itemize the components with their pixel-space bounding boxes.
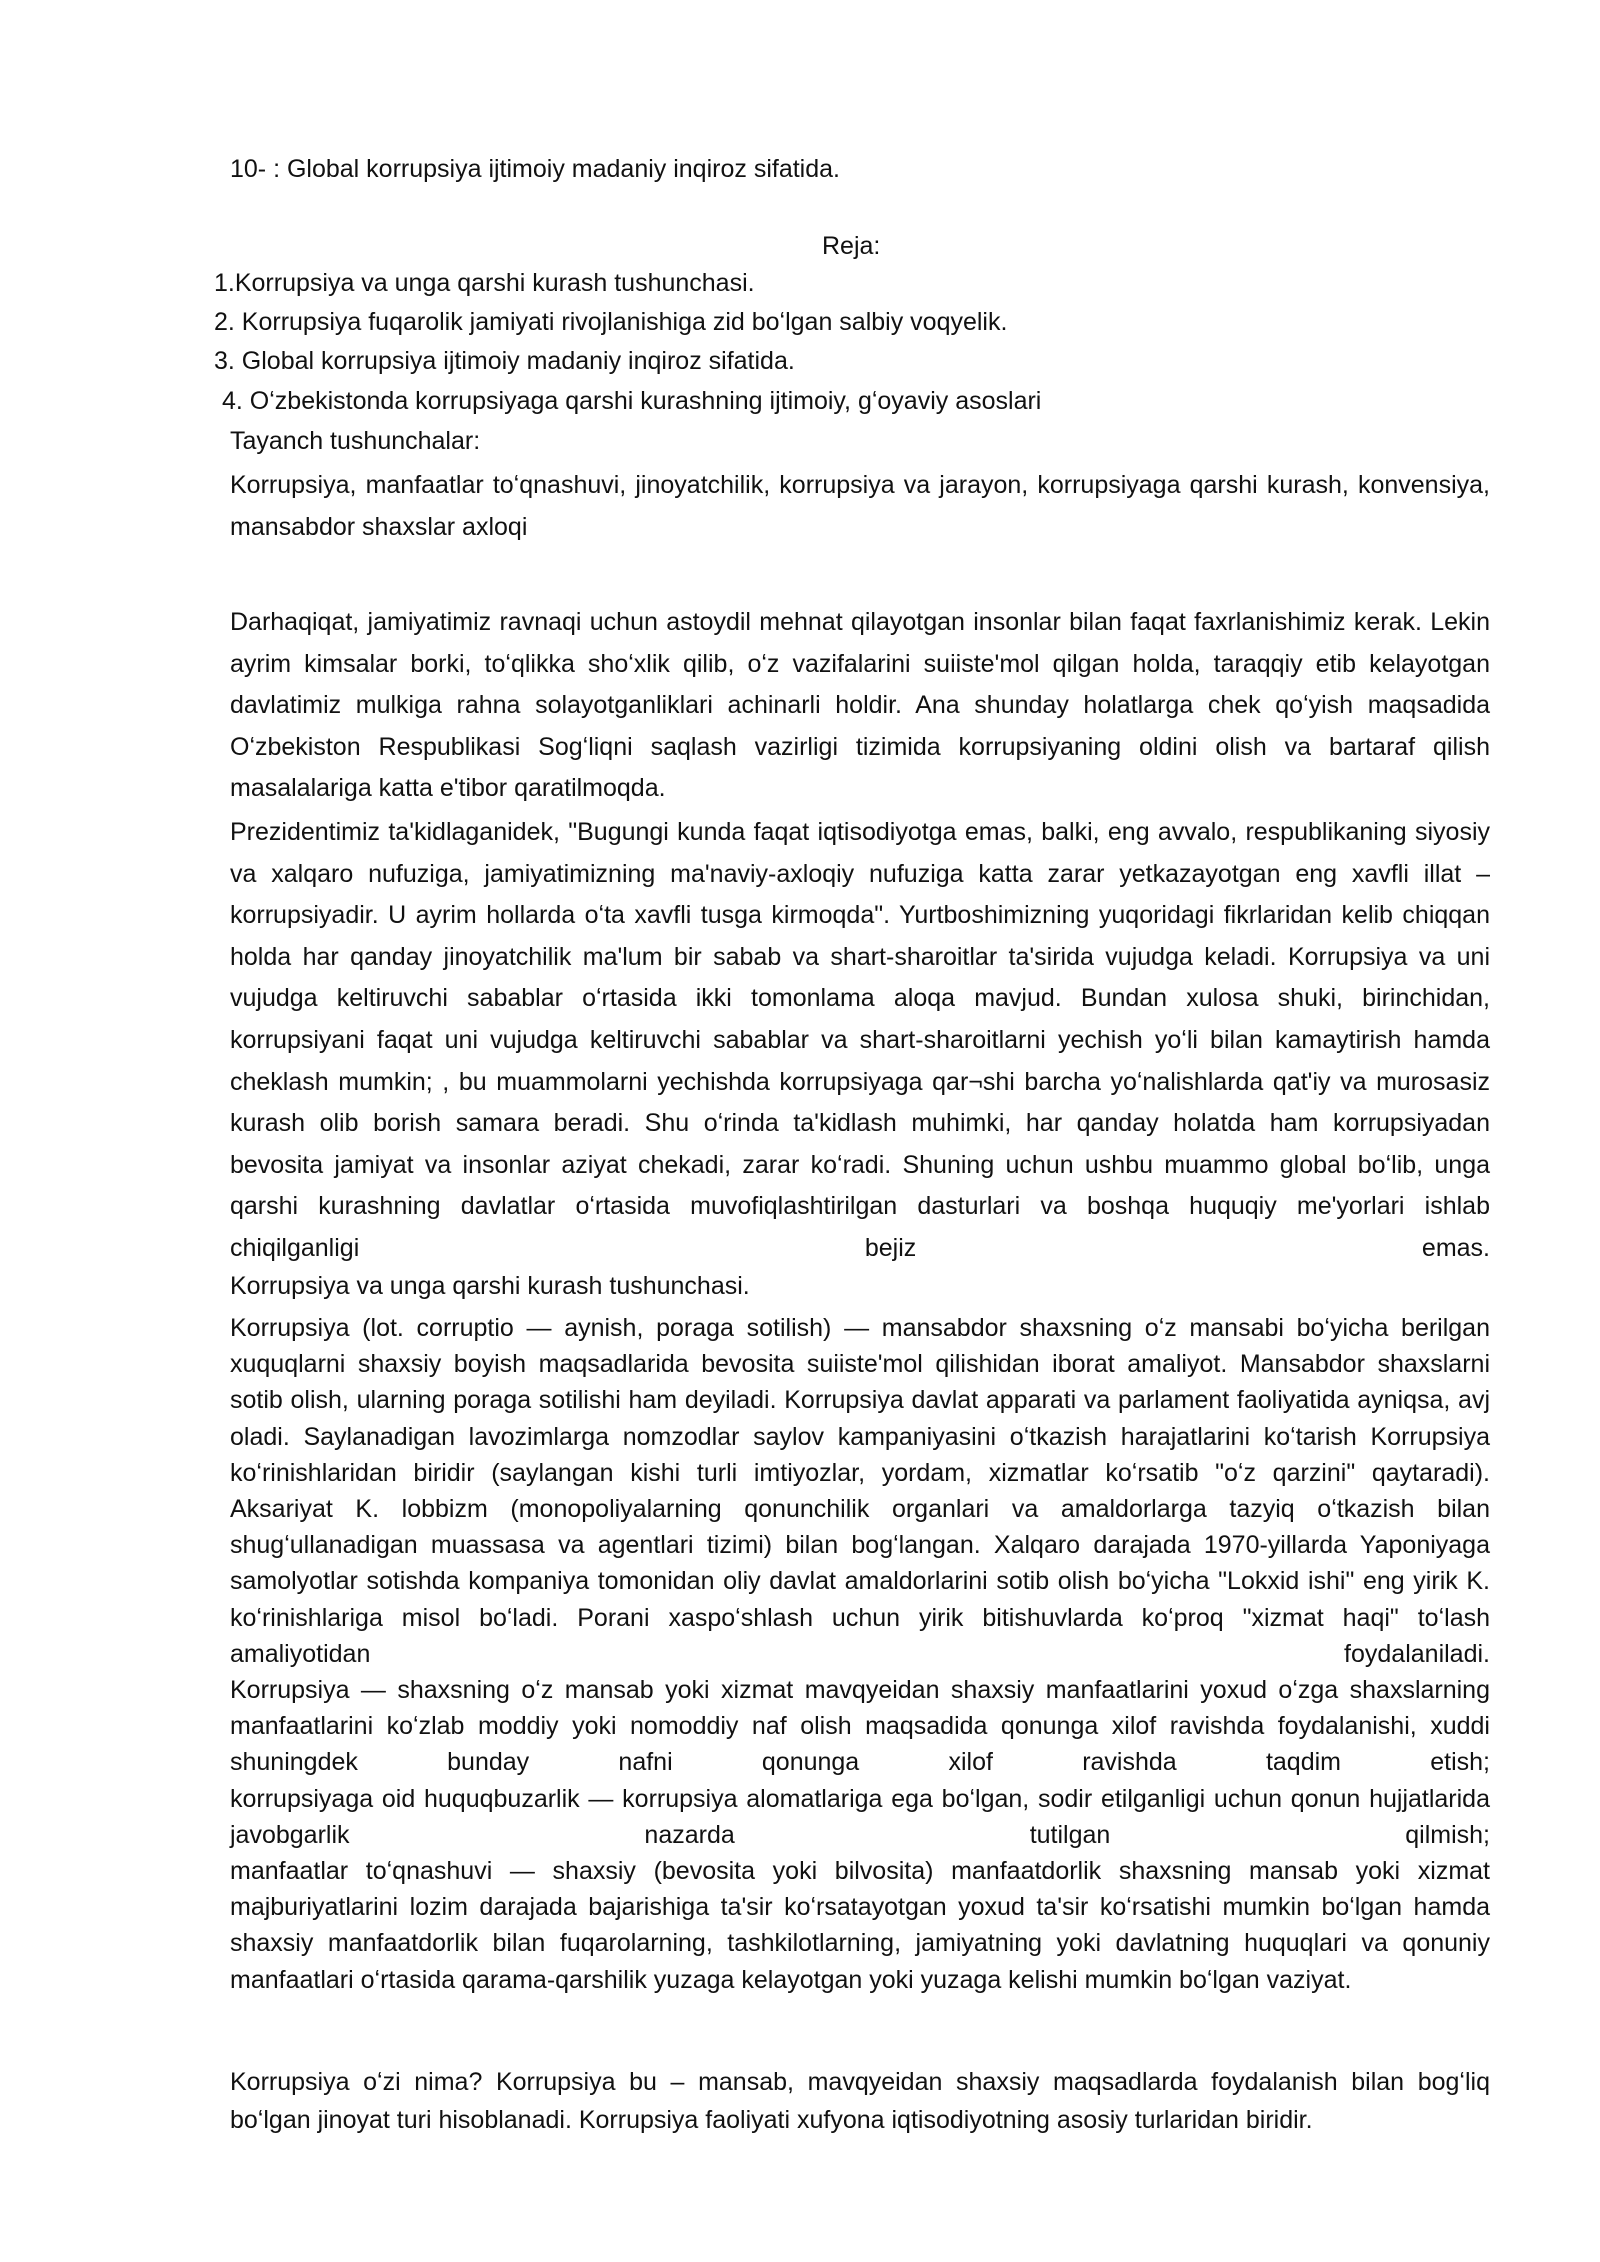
definition-paragraph: Korrupsiya — shaxsning oʻz mansab yoki xizmat mavqyeidan shaxsiy manfaatlarini yoxud oʻzga shaxslarning manfaatlarini koʻzlab moddiy yoki nomoddiy naf olish maqsadida qonunga xilof ravishda foydalanishi, xuddi shuningdek bunday nafni qonunga xilof ravishda taqdim etish;	[230, 1676, 1490, 1777]
what-is-paragraph: Korrupsiya oʻzi nima? Korrupsiya bu – mansab, mavqyeidan shaxsiy maqsadlarda foydalanish bilan bogʻliq boʻlgan jinoyat turi hisoblanadi. Korrupsiya faoliyati xufyona iqtisodiyotning asosiy turlaridan biridir.	[230, 2068, 1490, 2134]
key-terms-heading: Tayanch tushunchalar:	[230, 427, 481, 455]
plan-item: 4. Oʻzbekistonda korrupsiyaga qarshi kurashning ijtimoiy, gʻoyaviy asoslari	[222, 387, 1042, 415]
president-quote-paragraph: Prezidentimiz ta'kidlaganidek, "Bugungi kunda faqat iqtisodiyotga emas, balki, eng avvalo, respublikaning siyosiy va xalqaro nufuziga, jamiyatimizning ma'naviy-axloqiy nufuziga katta zarar yetkazayotgan eng xavfli illat – korrupsiyadir. U ayrim hollarda oʻta xavfli tusga kirmoqda". Yurtboshimizning yuqoridagi fikrlaridan kelib chiqqan holda har qanday jinoyatchilik ma'lum bir sabab va shart-sharoitlar ta'sirida vujudga keladi. Korrupsiya va uni vujudga keltiruvchi sabablar oʻrtasida ikki tomonlama aloqa mavjud. Bundan xulosa shuki, birinchidan, korrupsiyani faqat uni vujudga keltiruvchi sabablar va shart-sharoitlarni yechish yoʻli bilan kamaytirish hamda cheklash mumkin; , bu muammolarni yechishda korrupsiyaga qar¬shi barcha yoʻnalishlarda qat'iy va murosasiz kurash olib borish samara beradi. Shu oʻrinda ta'kidlash muhimki, har qanday holatda ham korrupsiyadan bevosita jamiyat va insonlar aziyat chekadi, zarar koʻradi. Shuning uchun ushbu muammo global boʻlib, unga qarshi kurashning davlatlar oʻrtasida muvofiqlashtirilgan dasturlari va boshqa huquqiy me'yorlari ishlab chiqilganligi bejiz emas.	[230, 818, 1490, 1262]
section-title: Korrupsiya va unga qarshi kurash tushunchasi.	[230, 1272, 750, 1300]
definition-block	[230, 1310, 1490, 1998]
document-title: 10- : Global korrupsiya ijtimoiy madaniy inqiroz sifatida.	[230, 155, 840, 183]
key-terms-text: Korrupsiya, manfaatlar toʻqnashuvi, jinoyatchilik, korrupsiya va jarayon, korrupsiyaga qarshi kurash, konvensiya, mansabdor shaxslar axloqi	[230, 471, 1490, 541]
intro-paragraph: Darhaqiqat, jamiyatimiz ravnaqi uchun astoydil mehnat qilayotgan insonlar bilan faqat faxrlanishimiz kerak. Lekin ayrim kimsalar borki, toʻqlikka shoʻxlik qilib, oʻz vazifalarini suiiste'mol qilgan holda, taraqqiy etib kelayotgan davlatimiz mulkiga rahna solayotganliklari achinarli holdir. Ana shunday holatlarga chek qoʻyish maqsadida Oʻzbekiston Respublikasi Sogʻliqni saqlash vazirligi tizimida korrupsiyaning oldini olish va bartaraf qilish masalalariga katta e'tibor qaratilmoqda.	[230, 608, 1490, 803]
definition-paragraph: Korrupsiya (lot. corruptio — aynish, poraga sotilish) — mansabdor shaxsning oʻz mansabi boʻyicha berilgan xuquqlarni shaxsiy boyish maqsadlarida bevosita suiiste'mol qilishidan iborat amaliyot. Mansabdor shaxslarni sotib olish, ularning poraga sotilishi ham deyiladi. Korrupsiya davlat apparati va parlament faoliyatida ayniqsa, avj oladi. Saylanadigan lavozimlarga nomzodlar saylov kampaniyasini oʻtkazish harajatlarini koʻtarish Korrupsiya koʻrinishlaridan biridir (saylangan kishi turli imtiyozlar, yordam, xizmatlar koʻrsatib "oʻz qarzini" qaytaradi). Aksariyat K. lobbizm (monopoliyalarning qonunchilik organlari va amaldorlarga tazyiq oʻtkazish bilan shugʻullanadigan muassasa va agentlari tizimi) bilan bogʻlangan. Xalqaro darajada 1970-yillarda Yaponiyaga samolyotlar sotishda kompaniya tomonidan oliy davlat amaldorlarini sotib olish boʻyicha "Lokxid ishi" eng yirik K. koʻrinishlariga misol boʻladi. Porani xaspoʻshlash uchun yirik bitishuvlarda koʻproq "xizmat haqi" toʻlash amaliyotidan foydalaniladi.	[230, 1314, 1490, 1668]
plan-heading: Reja:	[822, 232, 881, 260]
definition-paragraph: korrupsiyaga oid huquqbuzarlik — korrupsiya alomatlariga ega boʻlgan, sodir etilganligi uchun qonun hujjatlarida javobgarlik nazarda tutilgan qilmish;	[230, 1784, 1490, 1849]
plan-item: 3. Global korrupsiya ijtimoiy madaniy inqiroz sifatida.	[214, 347, 795, 375]
plan-item: 2. Korrupsiya fuqarolik jamiyati rivojlanishiga zid boʻlgan salbiy voqyelik.	[214, 308, 1008, 336]
definition-paragraph: manfaatlar toʻqnashuvi — shaxsiy (bevosita yoki bilvosita) manfaatdorlik shaxsning mansab yoki xizmat majburiyatlarini lozim darajada bajarishiga ta'sir koʻrsatayotgan yoxud ta'sir koʻrsatishi mumkin boʻlgan hamda shaxsiy manfaatdorlik bilan fuqarolarning, tashkilotlarning, jamiyatning yoki davlatning huquqlari va qonuniy manfaatlari oʻrtasida qarama-qarshilik yuzaga kelayotgan yoki yuzaga kelishi mumkin boʻlgan vaziyat.	[230, 1857, 1490, 1994]
plan-item: 1.Korrupsiya va unga qarshi kurash tushunchasi.	[214, 269, 755, 297]
